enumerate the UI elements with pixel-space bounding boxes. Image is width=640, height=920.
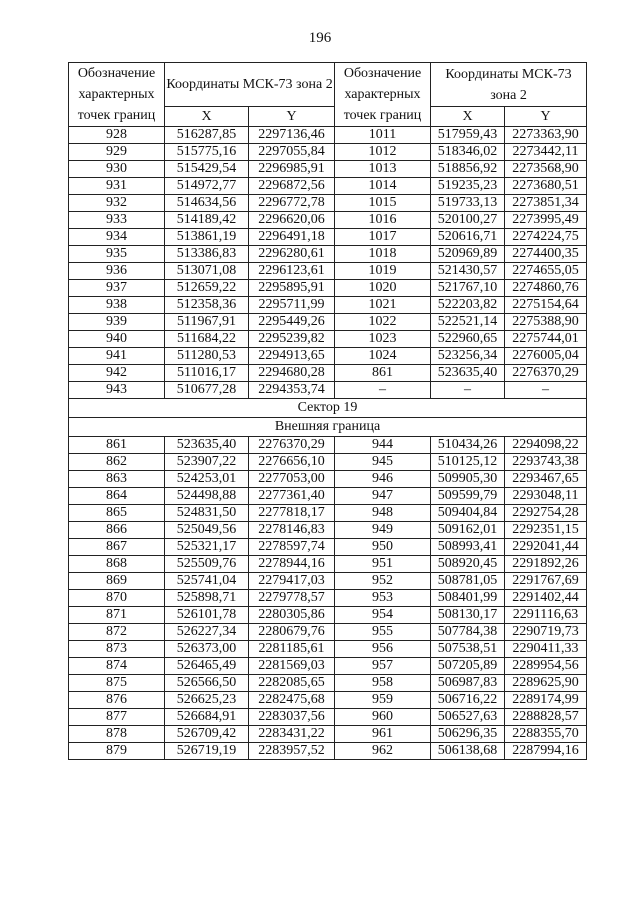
boundary-title: Внешняя граница [69, 418, 587, 437]
cell-x-right: 519235,23 [431, 178, 505, 195]
table-row [69, 212, 587, 229]
cell-y-left: 2296280,61 [249, 246, 335, 263]
cell-point-right: 1019 [335, 263, 431, 280]
cell-point-left: 935 [69, 246, 165, 263]
cell-x-right: 506138,68 [431, 743, 505, 760]
cell-x-right: 522521,14 [431, 314, 505, 331]
cell-point-left: 940 [69, 331, 165, 348]
table-row [69, 178, 587, 195]
cell-point-right: 946 [335, 471, 431, 488]
cell-y-left: 2295449,26 [249, 314, 335, 331]
sector-title: Сектор 19 [69, 399, 587, 418]
cell-x-left: 511684,22 [165, 331, 249, 348]
cell-x-left: 525741,04 [165, 573, 249, 590]
table-row [69, 624, 587, 641]
cell-x-left: 524253,01 [165, 471, 249, 488]
cell-y-right: 2275388,90 [505, 314, 587, 331]
cell-y-left: 2277053,00 [249, 471, 335, 488]
cell-y-left: 2296985,91 [249, 161, 335, 178]
cell-x-left: 514972,77 [165, 178, 249, 195]
cell-point-left: 872 [69, 624, 165, 641]
cell-y-right: 2289174,99 [505, 692, 587, 709]
cell-point-left: 938 [69, 297, 165, 314]
cell-point-right: 861 [335, 365, 431, 382]
cell-point-left: 937 [69, 280, 165, 297]
cell-x-left: 514634,56 [165, 195, 249, 212]
cell-x-left: 511016,17 [165, 365, 249, 382]
cell-point-right: 1020 [335, 280, 431, 297]
table-row [69, 471, 587, 488]
table-row [69, 709, 587, 726]
cell-point-right: 949 [335, 522, 431, 539]
table-row [69, 607, 587, 624]
cell-x-right: 523256,34 [431, 348, 505, 365]
cell-y-left: 2278146,83 [249, 522, 335, 539]
cell-x-right: 520969,89 [431, 246, 505, 263]
cell-x-left: 526101,78 [165, 607, 249, 624]
cell-x-left: 526566,50 [165, 675, 249, 692]
cell-y-left: 2277361,40 [249, 488, 335, 505]
table-row [69, 488, 587, 505]
cell-point-right: 1022 [335, 314, 431, 331]
cell-point-right: 1018 [335, 246, 431, 263]
cell-y-left: 2283957,52 [249, 743, 335, 760]
cell-y-right: 2273363,90 [505, 127, 587, 144]
cell-y-left: 2283431,22 [249, 726, 335, 743]
cell-x-left: 526227,34 [165, 624, 249, 641]
cell-y-left: 2295711,99 [249, 297, 335, 314]
cell-x-left: 525321,17 [165, 539, 249, 556]
cell-point-left: 878 [69, 726, 165, 743]
cell-point-right: 957 [335, 658, 431, 675]
table-row [69, 127, 587, 144]
cell-x-left: 515429,54 [165, 161, 249, 178]
cell-point-right: 962 [335, 743, 431, 760]
table-row [69, 331, 587, 348]
cell-x-left: 513071,08 [165, 263, 249, 280]
cell-point-right: – [335, 382, 431, 399]
cell-point-left: 930 [69, 161, 165, 178]
cell-y-right: 2273568,90 [505, 161, 587, 178]
cell-point-right: 959 [335, 692, 431, 709]
x-header-right: X [431, 107, 505, 127]
cell-y-right: 2276005,04 [505, 348, 587, 365]
cell-point-right: 944 [335, 437, 431, 454]
cell-y-right: 2274224,75 [505, 229, 587, 246]
cell-point-right: 961 [335, 726, 431, 743]
cell-y-right: 2276370,29 [505, 365, 587, 382]
cell-y-right: 2273680,51 [505, 178, 587, 195]
cell-y-right: 2290411,33 [505, 641, 587, 658]
cell-x-left: 526625,23 [165, 692, 249, 709]
y-header-left: Y [249, 107, 335, 127]
designation-header-right: Обозначение характерных точек границ [335, 63, 431, 127]
table-row [69, 348, 587, 365]
cell-point-left: 877 [69, 709, 165, 726]
cell-x-right: 522203,82 [431, 297, 505, 314]
cell-y-right: 2288355,70 [505, 726, 587, 743]
cell-point-right: 1017 [335, 229, 431, 246]
cell-y-right: 2293467,65 [505, 471, 587, 488]
table-row [69, 382, 587, 399]
cell-y-right: 2291116,63 [505, 607, 587, 624]
cell-x-left: 510677,28 [165, 382, 249, 399]
cell-y-right: 2289954,56 [505, 658, 587, 675]
cell-y-right: 2292754,28 [505, 505, 587, 522]
cell-x-right: 518856,92 [431, 161, 505, 178]
cell-y-right: 2294098,22 [505, 437, 587, 454]
cell-y-right: 2289625,90 [505, 675, 587, 692]
cell-x-right: 509162,01 [431, 522, 505, 539]
cell-point-right: 1024 [335, 348, 431, 365]
cell-y-left: 2277818,17 [249, 505, 335, 522]
page-number: 196 [308, 30, 332, 46]
cell-point-right: 956 [335, 641, 431, 658]
y-header-right: Y [505, 107, 587, 127]
cell-point-left: 866 [69, 522, 165, 539]
cell-x-left: 512358,36 [165, 297, 249, 314]
cell-point-right: 945 [335, 454, 431, 471]
cell-x-left: 526709,42 [165, 726, 249, 743]
cell-y-left: 2296772,78 [249, 195, 335, 212]
cell-y-left: 2294680,28 [249, 365, 335, 382]
cell-point-left: 867 [69, 539, 165, 556]
cell-y-left: 2279778,57 [249, 590, 335, 607]
cell-x-left: 523635,40 [165, 437, 249, 454]
cell-x-right: 520616,71 [431, 229, 505, 246]
table-row [69, 263, 587, 280]
table-row [69, 743, 587, 760]
cell-y-right: 2274400,35 [505, 246, 587, 263]
cell-x-right: 508401,99 [431, 590, 505, 607]
cell-y-right: – [505, 382, 587, 399]
cell-point-left: 865 [69, 505, 165, 522]
cell-point-left: 875 [69, 675, 165, 692]
cell-point-right: 1023 [335, 331, 431, 348]
cell-x-right: 510125,12 [431, 454, 505, 471]
cell-x-right: 508993,41 [431, 539, 505, 556]
cell-y-right: 2291767,69 [505, 573, 587, 590]
cell-x-right: 519733,13 [431, 195, 505, 212]
cell-y-left: 2295239,82 [249, 331, 335, 348]
cell-x-right: 507205,89 [431, 658, 505, 675]
cell-x-left: 526719,19 [165, 743, 249, 760]
cell-point-right: 953 [335, 590, 431, 607]
table-row [69, 161, 587, 178]
cell-y-left: 2279417,03 [249, 573, 335, 590]
cell-y-left: 2297136,46 [249, 127, 335, 144]
cell-y-left: 2296123,61 [249, 263, 335, 280]
cell-x-left: 523907,22 [165, 454, 249, 471]
cell-x-right: 518346,02 [431, 144, 505, 161]
cell-x-left: 525049,56 [165, 522, 249, 539]
cell-point-left: 879 [69, 743, 165, 760]
x-header-left: X [165, 107, 249, 127]
table-row [69, 280, 587, 297]
cell-x-right: 508781,05 [431, 573, 505, 590]
cell-point-left: 931 [69, 178, 165, 195]
cell-y-right: 2291892,26 [505, 556, 587, 573]
cell-y-left: 2281185,61 [249, 641, 335, 658]
cell-y-left: 2294913,65 [249, 348, 335, 365]
cell-y-right: 2273995,49 [505, 212, 587, 229]
cell-y-right: 2288828,57 [505, 709, 587, 726]
cell-point-left: 928 [69, 127, 165, 144]
cell-x-left: 525509,76 [165, 556, 249, 573]
coords-group-header-left: Координаты МСК-73 зона 2 [165, 63, 335, 107]
cell-y-left: 2296872,56 [249, 178, 335, 195]
cell-x-right: 506527,63 [431, 709, 505, 726]
cell-x-right: 522960,65 [431, 331, 505, 348]
table-row [69, 246, 587, 263]
cell-y-right: 2274655,05 [505, 263, 587, 280]
cell-y-left: 2276370,29 [249, 437, 335, 454]
cell-y-left: 2280305,86 [249, 607, 335, 624]
table-row [69, 314, 587, 331]
table-row [69, 573, 587, 590]
cell-y-right: 2273442,11 [505, 144, 587, 161]
cell-point-right: 954 [335, 607, 431, 624]
table-row [69, 505, 587, 522]
cell-x-right: – [431, 382, 505, 399]
table-row [69, 726, 587, 743]
cell-y-left: 2295895,91 [249, 280, 335, 297]
cell-x-left: 513386,83 [165, 246, 249, 263]
cell-y-right: 2291402,44 [505, 590, 587, 607]
cell-y-left: 2282475,68 [249, 692, 335, 709]
table-header [69, 63, 587, 127]
cell-point-left: 936 [69, 263, 165, 280]
cell-x-left: 524831,50 [165, 505, 249, 522]
table-body-part1 [69, 127, 587, 399]
table-row [69, 454, 587, 471]
table-row [69, 641, 587, 658]
cell-point-left: 863 [69, 471, 165, 488]
cell-point-left: 943 [69, 382, 165, 399]
table-row [69, 365, 587, 382]
cell-x-left: 525898,71 [165, 590, 249, 607]
cell-x-left: 526465,49 [165, 658, 249, 675]
section-headers [69, 399, 587, 437]
cell-x-left: 511967,91 [165, 314, 249, 331]
table-row [69, 144, 587, 161]
cell-y-left: 2294353,74 [249, 382, 335, 399]
cell-x-right: 507538,51 [431, 641, 505, 658]
cell-x-left: 515775,16 [165, 144, 249, 161]
cell-x-right: 506716,22 [431, 692, 505, 709]
cell-x-left: 514189,42 [165, 212, 249, 229]
cell-point-right: 1021 [335, 297, 431, 314]
cell-point-left: 869 [69, 573, 165, 590]
cell-x-left: 526684,91 [165, 709, 249, 726]
cell-x-left: 516287,85 [165, 127, 249, 144]
cell-y-left: 2278597,74 [249, 539, 335, 556]
cell-x-right: 510434,26 [431, 437, 505, 454]
table-row [69, 437, 587, 454]
cell-point-right: 947 [335, 488, 431, 505]
cell-point-left: 929 [69, 144, 165, 161]
cell-point-right: 1012 [335, 144, 431, 161]
cell-point-left: 861 [69, 437, 165, 454]
cell-x-right: 517959,43 [431, 127, 505, 144]
table-row [69, 658, 587, 675]
designation-header-left: Обозначение характерных точек границ [69, 63, 165, 127]
cell-y-right: 2287994,16 [505, 743, 587, 760]
cell-y-right: 2273851,34 [505, 195, 587, 212]
cell-point-right: 958 [335, 675, 431, 692]
cell-point-left: 873 [69, 641, 165, 658]
cell-point-left: 870 [69, 590, 165, 607]
cell-y-right: 2275154,64 [505, 297, 587, 314]
cell-x-right: 509404,84 [431, 505, 505, 522]
cell-point-left: 932 [69, 195, 165, 212]
table-row [69, 556, 587, 573]
cell-x-right: 520100,27 [431, 212, 505, 229]
cell-y-right: 2292041,44 [505, 539, 587, 556]
cell-point-right: 950 [335, 539, 431, 556]
cell-point-left: 934 [69, 229, 165, 246]
coordinates-table [68, 62, 587, 760]
cell-point-right: 948 [335, 505, 431, 522]
cell-point-right: 1011 [335, 127, 431, 144]
cell-x-left: 512659,22 [165, 280, 249, 297]
cell-x-right: 509905,30 [431, 471, 505, 488]
cell-y-right: 2293048,11 [505, 488, 587, 505]
cell-point-left: 871 [69, 607, 165, 624]
cell-x-left: 511280,53 [165, 348, 249, 365]
cell-x-right: 521430,57 [431, 263, 505, 280]
cell-y-left: 2281569,03 [249, 658, 335, 675]
table-body-part2 [69, 437, 587, 760]
cell-point-left: 874 [69, 658, 165, 675]
table-row [69, 229, 587, 246]
table-row [69, 195, 587, 212]
cell-x-right: 508130,17 [431, 607, 505, 624]
cell-point-right: 952 [335, 573, 431, 590]
table-row [69, 539, 587, 556]
cell-point-left: 939 [69, 314, 165, 331]
cell-point-right: 1013 [335, 161, 431, 178]
cell-x-left: 524498,88 [165, 488, 249, 505]
cell-y-left: 2280679,76 [249, 624, 335, 641]
cell-point-right: 1015 [335, 195, 431, 212]
cell-x-right: 521767,10 [431, 280, 505, 297]
cell-point-right: 951 [335, 556, 431, 573]
cell-point-right: 960 [335, 709, 431, 726]
cell-x-right: 506296,35 [431, 726, 505, 743]
cell-point-left: 942 [69, 365, 165, 382]
cell-point-right: 1014 [335, 178, 431, 195]
cell-point-right: 955 [335, 624, 431, 641]
cell-y-right: 2275744,01 [505, 331, 587, 348]
table-row [69, 590, 587, 607]
cell-x-left: 526373,00 [165, 641, 249, 658]
cell-point-left: 941 [69, 348, 165, 365]
cell-y-right: 2293743,38 [505, 454, 587, 471]
cell-x-left: 513861,19 [165, 229, 249, 246]
cell-y-left: 2282085,65 [249, 675, 335, 692]
cell-point-left: 864 [69, 488, 165, 505]
table-row [69, 692, 587, 709]
cell-x-right: 523635,40 [431, 365, 505, 382]
cell-y-left: 2278944,16 [249, 556, 335, 573]
cell-y-left: 2296491,18 [249, 229, 335, 246]
cell-point-left: 868 [69, 556, 165, 573]
cell-y-right: 2290719,73 [505, 624, 587, 641]
coords-group-header-right: Координаты МСК-73 зона 2 [431, 63, 587, 107]
cell-y-left: 2283037,56 [249, 709, 335, 726]
cell-x-right: 506987,83 [431, 675, 505, 692]
cell-x-right: 508920,45 [431, 556, 505, 573]
cell-y-left: 2276656,10 [249, 454, 335, 471]
cell-point-left: 933 [69, 212, 165, 229]
cell-x-right: 509599,79 [431, 488, 505, 505]
cell-point-right: 1016 [335, 212, 431, 229]
cell-y-right: 2274860,76 [505, 280, 587, 297]
cell-point-left: 862 [69, 454, 165, 471]
cell-x-right: 507784,38 [431, 624, 505, 641]
cell-y-left: 2296620,06 [249, 212, 335, 229]
table-row [69, 297, 587, 314]
cell-point-left: 876 [69, 692, 165, 709]
cell-y-left: 2297055,84 [249, 144, 335, 161]
table-row [69, 675, 587, 692]
cell-y-right: 2292351,15 [505, 522, 587, 539]
table-row [69, 522, 587, 539]
